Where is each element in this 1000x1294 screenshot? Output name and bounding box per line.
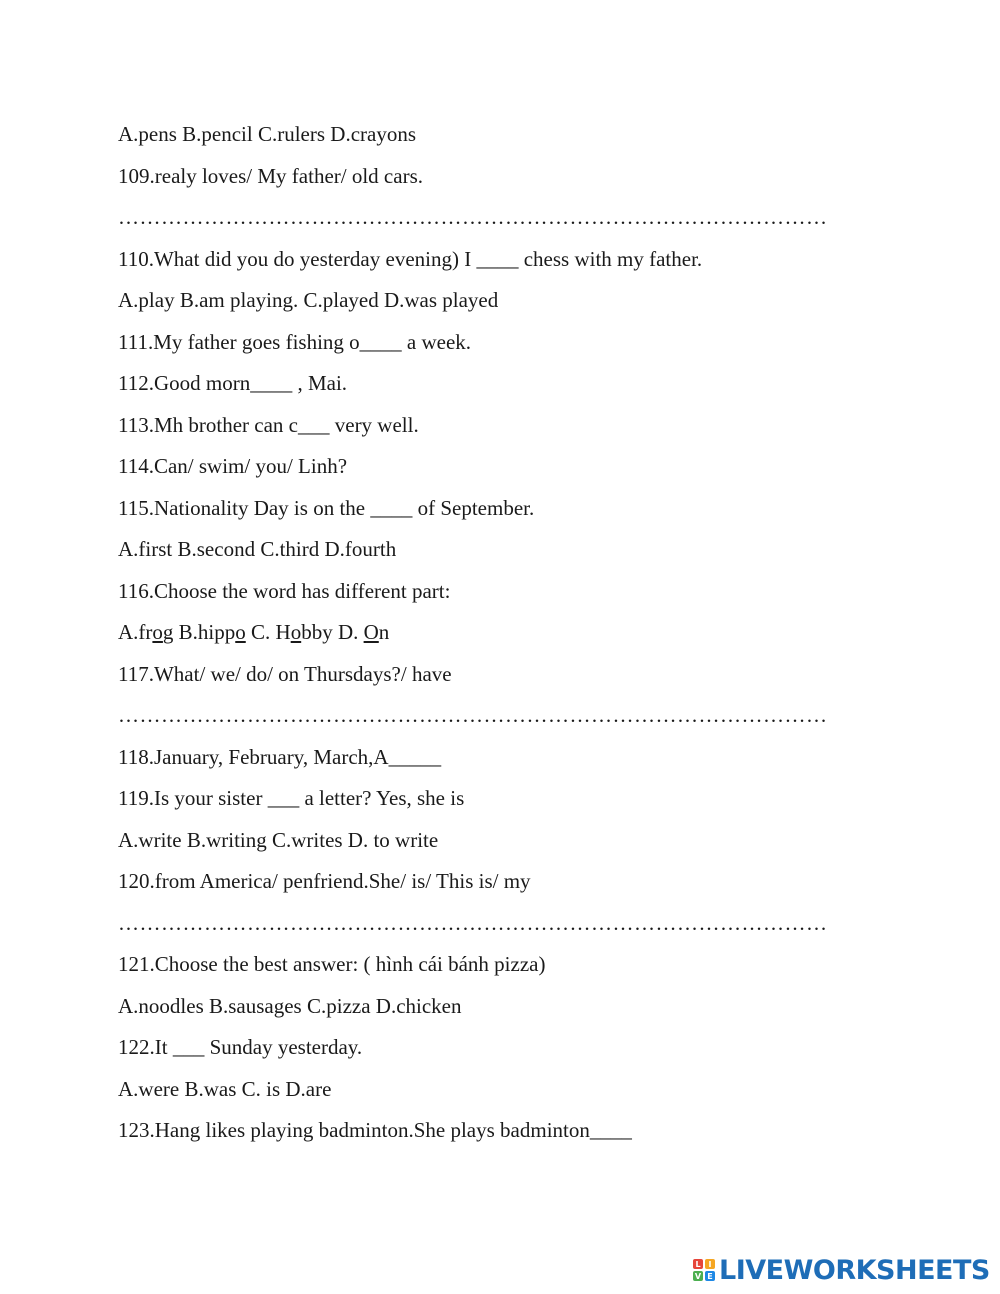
answer-options-108: A.pens B.pencil C.rulers D.crayons (118, 122, 417, 146)
logo-wordmark: LIVEWORKSHEETS (719, 1254, 990, 1286)
question-117: 117.What/ we/ do/ on Thursdays?/ have (118, 661, 452, 686)
question-113: 113.Mh brother can c___ very well. (118, 412, 419, 437)
answer-options-122: A.were B.was C. is D.are (118, 1076, 332, 1101)
answer-line-109: ……………………………………………………………………………………… (118, 205, 828, 229)
answer-line-120: ……………………………………………………………………………………… (118, 910, 828, 935)
question-114: 114.Can/ swim/ you/ Linh? (118, 454, 348, 478)
question-121: 121.Choose the best answer: ( hình cái bánh pizza) (118, 952, 546, 976)
question-112: 112.Good morn____ , Mai. (118, 371, 348, 395)
answer-line-117: ……………………………………………………………………………………… (118, 703, 828, 727)
question-115: 115.Nationality Day is on the ____ of September. (118, 495, 535, 520)
question-110: 110.What did you do yesterday evening) I ____ chess with my father. (118, 246, 703, 271)
worksheet-content (118, 114, 838, 1152)
question-122: 122.It ___ Sunday yesterday. (118, 1035, 363, 1059)
liveworksheets-logo (693, 1254, 990, 1286)
question-119: 119.Is your sister ___ a letter? Yes, she is (118, 786, 465, 810)
answer-options-115: A.first B.second C.third D.fourth (118, 537, 397, 561)
question-116: 116.Choose the word has different part: (118, 578, 451, 603)
answer-options-116: A.frog B.hippo C. Hobby D. On (118, 620, 390, 644)
question-118: 118.January, February, March,A_____ (118, 744, 442, 769)
question-123: 123.Hang likes playing badminton.She plays badminton____ (118, 1118, 632, 1142)
answer-options-121: A.noodles B.sausages C.pizza D.chicken (118, 993, 462, 1018)
logo-tiles-icon: L I V E (693, 1259, 715, 1281)
answer-options-110: A.play B.am playing. C.played D.was played (118, 288, 499, 312)
answer-options-119: A.write B.writing C.writes D. to write (118, 827, 439, 852)
question-109: 109.realy loves/ My father/ old cars. (118, 163, 423, 188)
question-120: 120.from America/ penfriend.She/ is/ This is/ my (118, 869, 531, 893)
question-111: 111.My father goes fishing o____ a week. (118, 329, 472, 354)
